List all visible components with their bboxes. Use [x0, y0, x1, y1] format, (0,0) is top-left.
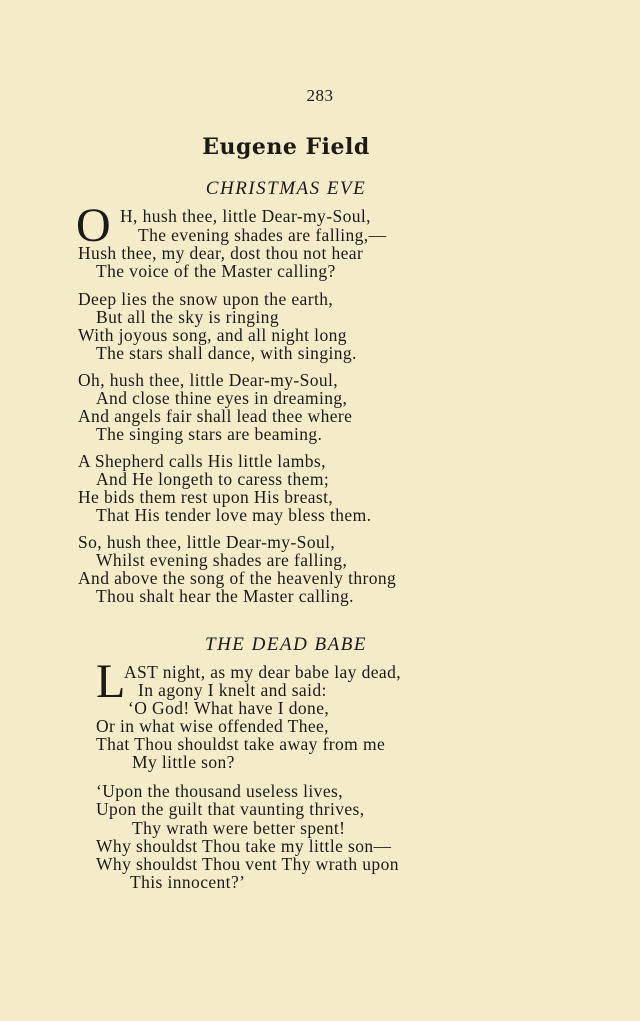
poem-line: Deep lies the snow upon the earth,: [78, 289, 334, 309]
poem-line: Thou shalt hear the Master calling.: [96, 586, 354, 606]
poem-line: Hush thee, my dear, dost thou not hear: [78, 243, 364, 263]
poem-line: Upon the guilt that vaunting thrives,: [96, 799, 365, 819]
author-heading: Eugene Field: [202, 134, 370, 160]
drop-cap: O: [76, 199, 111, 252]
poem-line: AST night, as my dear babe lay dead,: [124, 662, 401, 682]
drop-cap: L: [96, 655, 126, 708]
poem-line: But all the sky is ringing: [96, 307, 279, 327]
page-number: 283: [306, 86, 334, 105]
poem-line: The evening shades are falling,—: [138, 225, 387, 245]
poem-line: That His tender love may bless them.: [96, 505, 372, 525]
poem-title-the-dead-babe: THE DEAD BABE: [205, 634, 367, 655]
poem-line: The singing stars are beaming.: [96, 424, 323, 444]
poem-line: And He longeth to caress them;: [96, 469, 330, 489]
poem-line: ‘Upon the thousand useless lives,: [96, 781, 343, 801]
poem-line: That Thou shouldst take away from me: [96, 734, 386, 754]
poem-line: Thy wrath were better spent!: [132, 818, 346, 838]
poem-line: In agony I knelt and said:: [138, 680, 327, 700]
poem-line: And above the song of the heavenly throng: [78, 568, 397, 588]
poem-line: ‘O God! What have I done,: [128, 698, 330, 718]
poem-line: My little son?: [132, 752, 235, 772]
poem-line: And angels fair shall lead thee where: [78, 406, 353, 426]
poem-line: Why shouldst Thou take my little son—: [96, 836, 392, 856]
poem-line: The voice of the Master calling?: [96, 261, 336, 281]
poem-line: So, hush thee, little Dear-my-Soul,: [78, 532, 336, 552]
poem-line: This innocent?’: [130, 872, 246, 892]
poem-line: Or in what wise offended Thee,: [96, 716, 329, 736]
poem-line: He bids them rest upon His breast,: [78, 487, 334, 507]
poem-line: With joyous song, and all night long: [78, 325, 347, 345]
poem-line: A Shepherd calls His little lambs,: [78, 451, 326, 471]
poem-line: And close thine eyes in dreaming,: [96, 388, 348, 408]
poem-line: H, hush thee, little Dear-my-Soul,: [120, 206, 371, 226]
poem-line: Why shouldst Thou vent Thy wrath upon: [96, 854, 399, 874]
poem-line: Oh, hush thee, little Dear-my-Soul,: [78, 370, 339, 390]
poem-title-christmas-eve: CHRISTMAS EVE: [205, 178, 367, 199]
poem-line: Whilst evening shades are falling,: [96, 550, 348, 570]
poem-line: The stars shall dance, with singing.: [96, 343, 357, 363]
